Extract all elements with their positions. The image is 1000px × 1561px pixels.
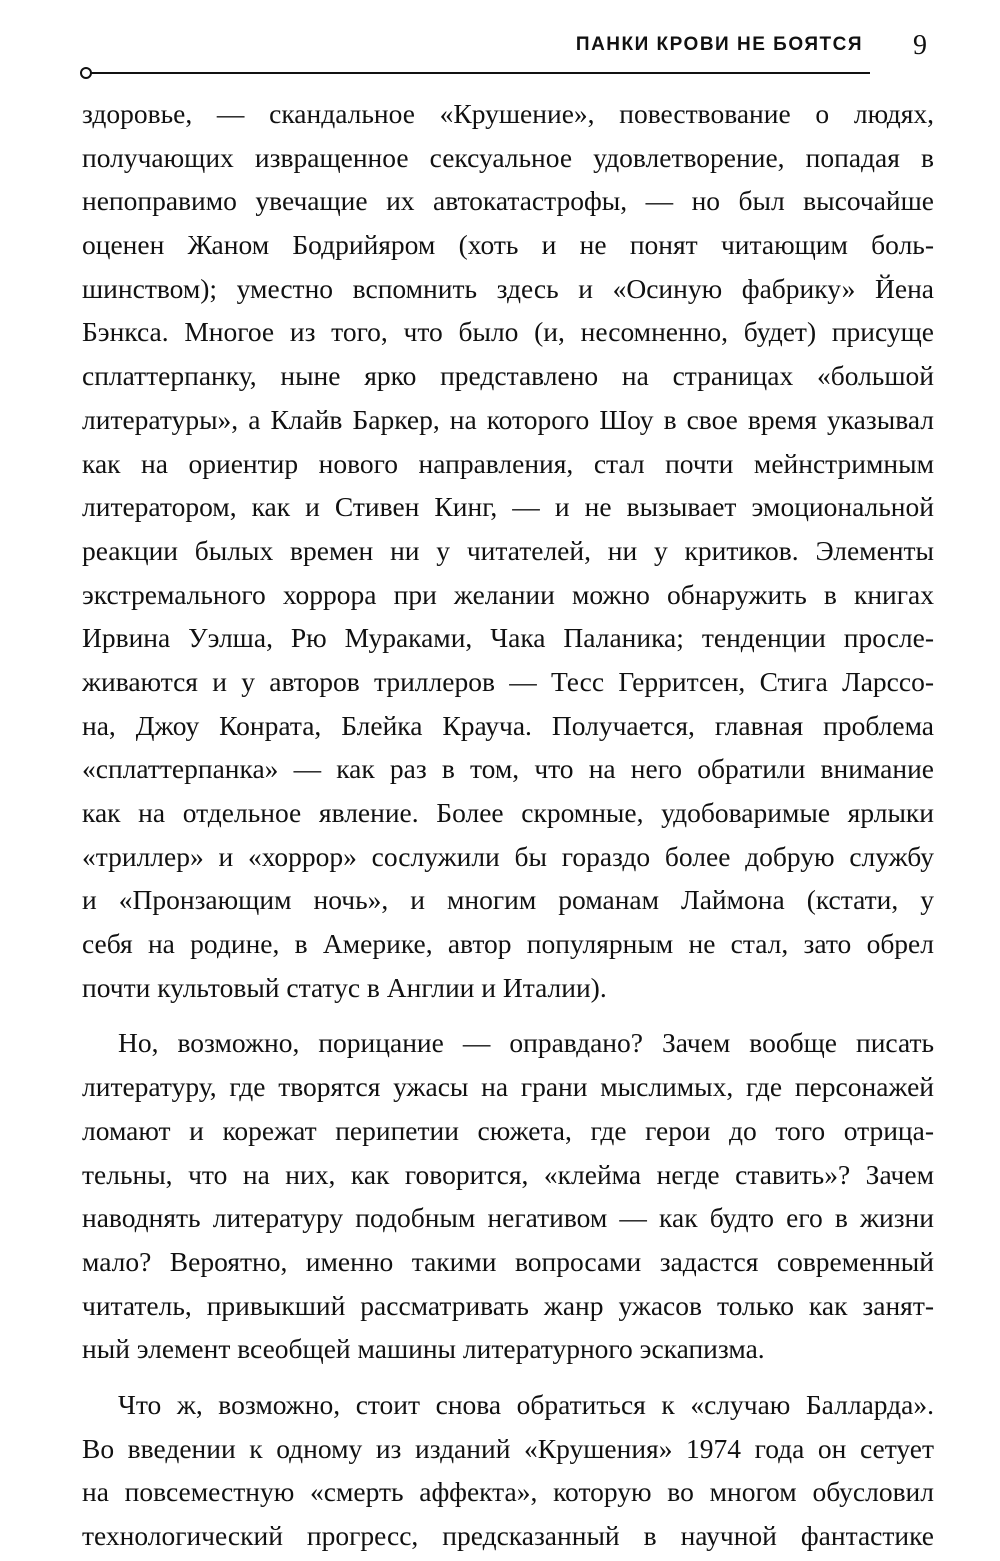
text-line: шинством); уместно вспомнить здесь и «Осиную фабрику» Йена — [82, 272, 934, 304]
header-rule-line — [90, 72, 870, 74]
text-line: на повсеместную «смерть аффекта», которую во многом обусловил — [82, 1476, 934, 1508]
text-line: читатель, привыкший рассматривать жанр ужасов только как занят- — [82, 1289, 934, 1321]
text-line: наводнять литературу подобным негативом — как будто его в жизни — [82, 1202, 934, 1234]
text-line: себя на родине, в Америке, автор популярным не стал, зато обрел — [82, 928, 934, 960]
page-number: 9 — [913, 30, 927, 61]
text-line: и «Пронзающим ночь», и многим романам Лаймона (кстати, у — [82, 884, 934, 916]
text-line: получающих извращенное сексуальное удовлетворение, попадая в — [82, 141, 934, 173]
text-line: непоправимо увечащие их автокатастрофы, — но был высочайше — [82, 185, 934, 217]
text-line: на, Джоу Конрата, Блейка Крауча. Получается, главная проблема — [82, 709, 934, 741]
text-line: здоровье, — скандальное «Крушение», повествование о людях, — [82, 98, 934, 129]
text-line: литературы», а Клайв Баркер, на которого Шоу в свое время указывал — [82, 403, 934, 435]
text-line: экстремального хоррора при желании можно обнаружить в книгах — [82, 578, 934, 610]
text-line: технологический прогресс, предсказанный в научной фантастике — [82, 1520, 934, 1551]
text-line: ный элемент всеобщей машины литературного эскапизма. — [82, 1333, 765, 1365]
paragraph-2 — [82, 1021, 934, 1371]
text-line: реакции былых времен ни у читателей, ни у критиков. Элементы — [82, 534, 934, 566]
text-line: литературу, где творятся ужасы на грани мыслимых, где персонажей — [82, 1071, 934, 1103]
text-line: тельны, что на них, как говорится, «клейма негде ставить»? Зачем — [82, 1158, 934, 1190]
text-line: литератором, как и Стивен Кинг, — и не вызывает эмоциональной — [82, 491, 934, 523]
text-line: «триллер» и «хоррор» сослужили бы гораздо более добрую службу — [82, 840, 934, 872]
text-line: как на отдельное явление. Более скромные, удобоваримые ярлыки — [82, 797, 934, 828]
text-line: как на ориентир нового направления, стал почти мейнстримным — [82, 447, 934, 479]
paragraph-gap — [82, 1009, 934, 1021]
text-line: Но, возможно, порицание — оправдано? Зачем вообще писать — [118, 1027, 934, 1059]
paragraph-gap — [82, 1371, 934, 1383]
text-line: ломают и корежат перипетии сюжета, где герои до того отрица- — [82, 1114, 934, 1146]
text-line: мало? Вероятно, именно такими вопросами задастся современный — [82, 1245, 934, 1277]
text-line: Ирвина Уэлша, Рю Мураками, Чака Паланика; тенденции просле- — [82, 622, 934, 654]
text-line: сплаттерпанку, ныне ярко представлено на страницах «большой — [82, 360, 934, 392]
text-line: Во введении к одному из изданий «Крушения» 1974 года он сетует — [82, 1432, 934, 1464]
text-line: оценен Жаном Бодрийяром (хоть и не понят читающим боль- — [82, 229, 934, 261]
paragraph-1 — [82, 92, 934, 1009]
running-header — [80, 30, 935, 70]
text-line: почти культовый статус в Англии и Италии). — [82, 971, 607, 1003]
text-line: Бэнкса. Многое из того, что было (и, несомненно, будет) присуще — [82, 316, 934, 348]
paragraph-3 — [82, 1383, 934, 1558]
text-line: живаются и у авторов триллеров — Тесс Герритсен, Стига Ларссо- — [82, 665, 934, 697]
text-line: «сплаттерпанка» — как раз в том, что на него обратили внимание — [82, 753, 934, 785]
body-text — [82, 92, 934, 1558]
running-title: ПАНКИ КРОВИ НЕ БОЯТСЯ — [575, 34, 863, 55]
text-line: Что ж, возможно, стоит снова обратиться к «случаю Балларда». — [118, 1388, 934, 1420]
